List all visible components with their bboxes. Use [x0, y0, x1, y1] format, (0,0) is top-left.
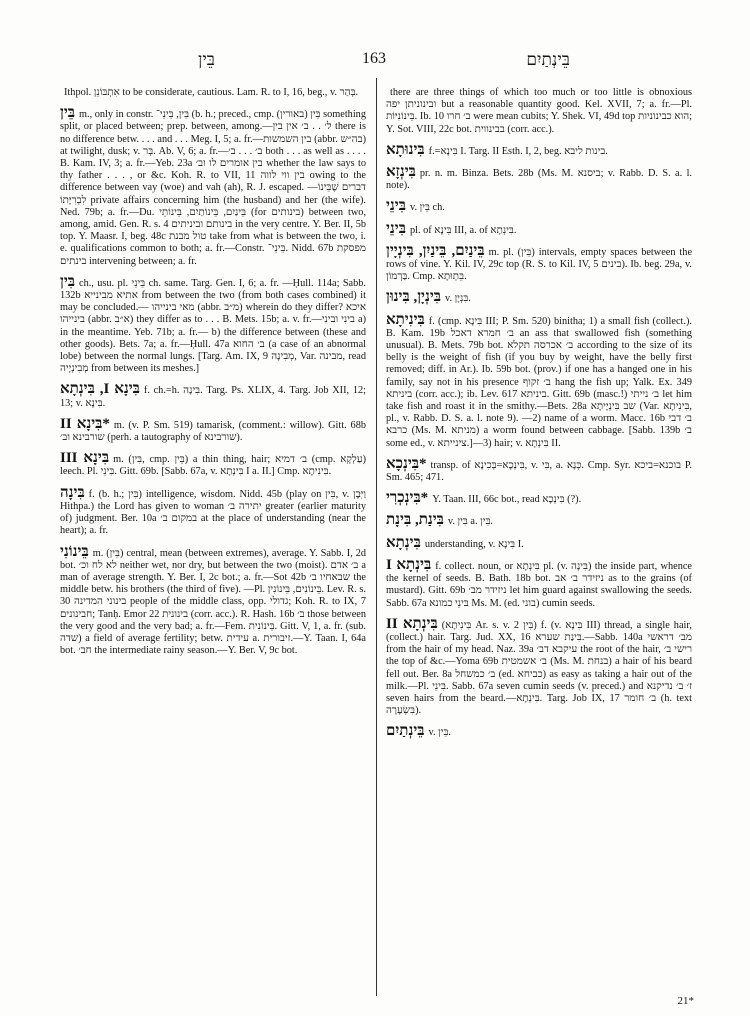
entry-headword: בֵּינַיִם, בֵּינַיִן, בִּינְיָין	[386, 242, 485, 259]
dictionary-entry	[386, 534, 692, 551]
dictionary-entry	[60, 415, 366, 444]
dictionary-entry	[386, 141, 692, 158]
entry-text: m. pl. (בֵּין) intervals, empty spaces between the rows of vine. Y. Kil. IV, 29c top (R. S. to Kil. IV, 5 בינים). Ib. beg. 29a, v. בַּרְמוֹן. Cmp. בֵּתְוּתָא.	[386, 246, 692, 283]
dictionary-entry	[386, 85, 692, 136]
dictionary-entry	[60, 484, 366, 538]
entry-text: f. ch.=h. בִּינָה. Targ. Ps. XLIX, 4. Targ. Job XII, 12; 13; v. בִּינָא.	[60, 385, 366, 409]
entry-headword: בִּינְיָן, בִּינוּן	[386, 289, 441, 306]
page-header	[68, 50, 680, 72]
entry-text: f. (b. h.; בִּין) intelligence, wisdom. Nidd. 45b (play on בִּין, v. וַיִּבֶן Hithpa.) the Lord has given to woman יתירה ב׳ greater (earlier maturity of) judgment. Ber. 10a במקום ב׳ at the place of understanding (near the heart); a. fr.	[60, 488, 366, 537]
entry-text: f. collect. noun, or בִּינְתָא pl. (v. בִּינָה) the inside part, whence the kernel of seeds. B. Bath. 18b bot. ניזידר ב׳ אב as to the grains (of mustard). Gitt. 69b ניזידר מב׳ let him guard against swallowing the seeds. Sabb. 67a בּינֵי כמונא Ms. M. (ed. בוני) cumin seeds.	[386, 560, 692, 609]
entry-text: m. (בִּין, cmp. בֵּין) a thin thing, hair; ב׳ דמיא (cmp. עַלְקָא) leech. Pl. בִּינֵי. Gitt. 69b. [Sabb. 67a, v. בִּינְתָא I a. II.] Cmp. בִּינִיתָא.	[60, 454, 366, 478]
running-head-right: בֵּינְתַיִם	[526, 50, 570, 69]
entry-text: transp. of בִּינְכָא=בְּכִינָא, v. בִּי, a. כְּנָא. Cmp. Syr. בוכנא=ביכא P. Sm. 465; 471.	[386, 459, 692, 484]
dictionary-entry	[386, 455, 692, 484]
dictionary-entry	[386, 556, 692, 610]
entry-text: m. (בֵּין) central, mean (between extremes), average. Y. Sabb. I, 2d bot. לא לח וכ׳ neither wet, nor dry, but between the two (moist). ב׳ אדם a man of average strength. Y. Ber. I, 2c bot.; a. fr.—Sot 42b שבאחיו ב׳ the middle betw. his brothers (the third of five). —Pl. בֵּינוֹנִים, בֵּינוֹנִין. Lev. R. s. 30 בינוני המדינה people of the middle class, opp. גדולי; Koh. R. to IX, 7 חבינונים; Tanḥ. Emor 22 בינונית (corr. acc.). R. Hash. 16b ב׳ those between the very good and the very bad; a. fr.—Fem. בֵּינוֹנִית. Gitt. V, 1, a. fr. (sub. שדה) a field of average fertility; betw. עידית a. זיבורית.—Y. Taan. I, 64a bot. חב׳ the intermediate rainy season.—Y. Ber. V, 9c bot.	[60, 547, 366, 657]
entry-headword: בֵּינְתַיִם	[386, 723, 425, 740]
entry-headword: בֵּינוֹנִי	[60, 543, 89, 560]
entry-text: Y. Taan. III, 66c bot., read בִּינְכָא (?).	[432, 494, 582, 506]
entry-headword: בִּינִיתָא	[386, 311, 425, 328]
entry-text: f.=בִּינָא I. Targ. II Esth. I, 2, beg. בינות ליבא.	[428, 145, 608, 157]
dictionary-entry	[60, 452, 366, 478]
column-divider	[376, 78, 377, 996]
left-column	[60, 85, 366, 1010]
entry-text: v. בֵּין ch.	[409, 202, 445, 214]
dictionary-entry	[386, 615, 692, 718]
right-column	[386, 85, 692, 965]
dictionary-entry	[386, 166, 692, 192]
page-signature: 21*	[677, 995, 694, 1007]
entry-headword: בִּינְזָא	[386, 164, 416, 181]
entry-headword: בִּין	[60, 273, 75, 290]
entry-text: ch., usu. pl. בֵּינֵי ch. same. Targ. Gen. I, 6; a. fr. —Ḥull. 114a; Sabb. 132b אתיא מבינייא from between the two (from both cases combined) it may be concluded.— מאי בינייהו (abbr. מ״ב) wherein do they differ? איכא בינייהו (abbr. א״ב) they differ as to . . . B. Mets. 15b; a. v. fr.—בינִי ובינִי a) in the meantime. Yeb. 71b; a. fr.— b) the difference between (these and other goods). Bets. 7a; a. fr.—Ḥull. 47a ב׳ החוא (a case of an abnormal lobe) between the normal lungs. [Targ. Am. IX, 9 מְבִינָה, Var. מבינה, read מְבִינְיָיה from between its meshes.]	[60, 277, 366, 375]
entry-headword: *בִּינָא II	[60, 415, 110, 432]
entry-headword: *בִּינְכָא	[386, 455, 427, 472]
dictionary-entry	[386, 220, 692, 237]
dictionary-entry	[386, 242, 692, 284]
dictionary-entry	[386, 514, 692, 528]
page-number: 163	[362, 50, 386, 67]
entry-text: v. בִּין a. בֵּין.	[447, 516, 493, 528]
running-head-left: בֵּין	[198, 50, 215, 69]
entry-headword: בִּינְתָא I	[386, 556, 432, 573]
entry-headword: בִּינַת, בִּינָת	[386, 512, 444, 529]
entry-text: m. (v. P. Sm. 519) tamarisk, (comment.: willow). Gitt. 68b שורבינא וב׳ (perh. a tautography of שורבינא).	[60, 419, 366, 444]
entry-text: pl. of בִּינָא III, a. of בִּינְתָא.	[409, 224, 517, 236]
entry-headword: בִּינֵי	[386, 220, 406, 237]
entry-text: there are three things of which too much or too little is obnoxious ובינוניתן יפה but a reasonable quantity good. Kel. XVII, 7; a. fr.—Pl. בֵּינוֹנִיּוֹת. Ib. 10 ב׳ חרו were mean cubits; Y. Shek. VI, 49d top הוא כבינוניות; Y. Sot. VIII, 22c bot. בבינווית (corr. acc.).	[386, 87, 692, 135]
entry-text: v. בִּנְיָן.	[445, 293, 471, 305]
entry-text: understanding, v. בִּינָא I.	[424, 538, 524, 550]
entry-headword: בִּינְתָא	[386, 534, 421, 551]
dictionary-entry	[60, 543, 366, 658]
entry-headword: בִּינָה	[60, 484, 85, 501]
dictionary-entry	[386, 200, 692, 214]
dictionary-entry	[386, 492, 692, 506]
entry-text: m., only in constr. בֵּין, בֵּינֵי־ (b. h.; preced., cmp. בֵּין (באורין) something split, or placed between; prep. between, among.—ל׳ . . ב׳ אין בין there is no difference betw. . . . and . . . Meg. I, 5; a. fr.—בין השמשות (abbr. בה״ש) at twilight, dusk; v. בְּר. Ab. V, 6; a. fr.—ב׳ . . . ב׳ both . . . as well as . . . . B. Kam. IV, 3; a. fr.—Yeb. 23a בין אומרים לו וב׳ whether the law says to thy father . . . , or &c. Koh. R. to VII, 11 בין ווי לווה owing to the difference between vay (woe) and vah (ah), R. J. escaped. —דברים שֶׁבֵּינוֹ לִבְרִיָּתוֹ private affairs concerning him (the husband) and her (the wife). Ned. 79b; a. fr.—Du. בֵּינַיִם, בֵּינוֹתַיִם, בֵּינוֹתֵי (for בינותים) between two, among, amid. Gen. R. s. 4 בינותם וביניתים in the very centre. Y. Ber. II, 5b top. Y. Maasr. I, beg. 48c טול מבנת take from what is between the two, i. e. qualifications common to both; a. fr.—Constr. בֵּינֵי־. Nidd. 67b מפסקת בינתים intervening between; a. fr.	[60, 109, 366, 267]
entry-headword: בִּינֵי	[386, 198, 406, 215]
dictionary-entry	[386, 291, 692, 305]
entry-text: (בִּינִיתָא Ar. s. v. בִּין 2) f. (v. בִּינָא III) thread, a single hair, (collect.) hair. Targ. Jud. XX, 16 בִּינַת שערא.—Sabb. 140a מב׳ דראשי from the hair of my head. Naz. 39a עיקבא דב׳ the root of the hair, רישי ב׳ the top of &c.—Yoma 69b ב׳ אשמטית (Ms. M. בנחת) a hair of his beard fell out. Ber. 8a ב׳ כמשחל (ed. כביחא) as easy as taking a hair out of the milk.—Pl. בִּינֵי. Sabb. 67a seven cumin seeds (v. preced.) and ז׳ ב׳ נדיקנא seven hairs from the beard.—בִּינְתָא. Targ. Job IX, 17 ב׳ חומר (h. text בִּשְׂעָרָה).	[386, 619, 692, 717]
entry-headword: בֵּין	[60, 105, 75, 122]
dictionary-entry	[60, 85, 366, 99]
entry-text: Ithpol. אִתְבּוֹנֵן to be considerate, cautious. Lam. R. to I, 16, beg., v. בְּהַר.	[64, 87, 359, 98]
entry-headword: *בִּינְכְרִי	[386, 490, 429, 507]
entry-headword: בִּינָא III	[60, 450, 110, 467]
entry-headword: בִּינְתָא II	[386, 615, 438, 632]
dictionary-entry	[386, 725, 692, 739]
entry-headword: בִּינָא I, בִּינְתָא	[60, 381, 140, 398]
entry-text: v. בֵּין.	[428, 727, 451, 739]
entry-text: f. (cmp. בִּינָא III; P. Sm. 520) binitha; 1) a small fish (collect.). B. Kam. 19b ב׳ חמרא דאכל an ass that swallowed fish (something unusual). B. Mets. 79b bot. ב׳ אכרסה תקלא according to the size of its belly is the weight of fish (if you buy by weight, have the belly first removed; diff. in Ar.). Ib. 59b bot. (prov.) if one has a hanged one in his family, say not in his presence ב׳ זקוף hang the fish up; Yalk. Ex. 349 ביניתא (corr. acc.); ib. Lev. 617 ביניתא. Gitt. 69b (masc.!) ב׳ נייתי let him take fish and roast it in the smithy.—Bets. 28a שב בִּינְיָיתָא (Var. בִּינִיתָא, pl., v. Rabb. D. S. a. l. note 9). —2) name of a worm. Macc. 16b ב׳ דבי כרבא (Ms. M. מניתא) a worm found between cabbage. [Sabb. 139b ב׳ some ed., v. צינייתא.]—3) hair; v. בִּינְתָא II.	[386, 315, 692, 449]
entry-headword: בִּינוּתָא	[386, 141, 425, 158]
entry-text: pr. n. m. Binza. Bets. 28b (Ms. M. ביסנא; v. Rabb. D. S. a. l. note).	[386, 168, 692, 192]
dictionary-entry	[60, 383, 366, 409]
dictionary-entry	[60, 107, 366, 268]
dictionary-entry	[386, 311, 692, 450]
dictionary-entry	[60, 273, 366, 376]
